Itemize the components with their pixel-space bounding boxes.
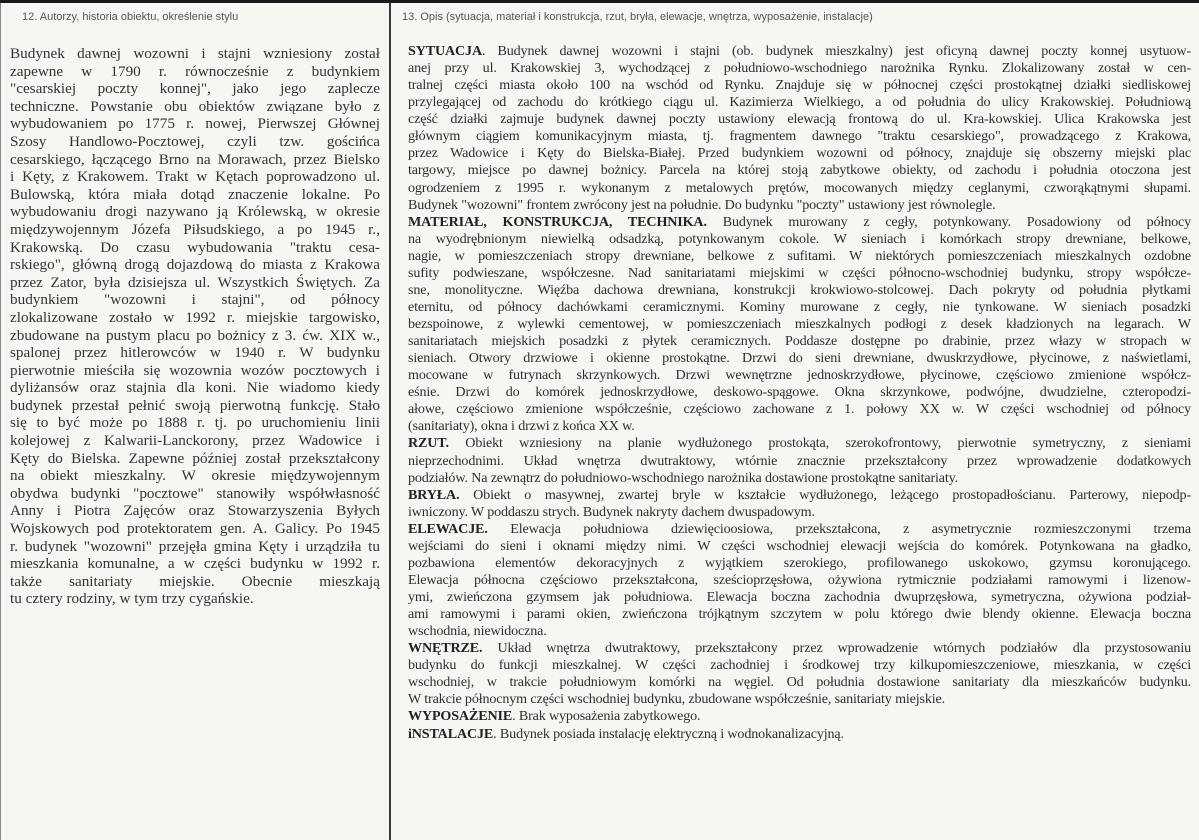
text-line: nagie, w pomieszczeniach stropy drewniane, belkowe z sufitami. W niektórych pomieszczeniach mieszkalnych ozdobne [408,247,1191,264]
section-heading: RZUT. [408,435,449,452]
text-line: budynku do funkcji mieszkalnej. W części zachodniej i środkowej trzy kilkupomieszczeniowe, mieszkania, w części [408,657,1191,674]
text-line: zlokalizowane zostało w 1992 r. miejskie targowisko, [10,308,380,326]
section-heading: WYPOSAŻENIE [408,708,513,725]
text-line: tu cztery rodziny, w tym trzy cygańskie. [10,590,254,608]
text-line: wschodnia, niewidoczna. [408,623,547,640]
text-line: Szosy Handlowo-Pocztowej, czyli tzw. gościńca [10,132,380,150]
text-line: się to być może po 1888 r. tj. po uruchomieniu linii [10,414,380,432]
text-line: Budynek "wozowni" frontem zwrócony jest na południe. Do budynku "poczty" ustawiony jest równolegle. [408,196,996,213]
text-line: eśnie. Drzwi do komórek jednoskrzydłowe, deskowo-spągowe. Okna skrzynkowe, podwójne, dwudzielne, czteropodzi- [408,384,1191,401]
text-line: głównym ciągiem komunikacyjnym miasta, tj. fragmentem dawnego "traktu cesarskiego", prowadzącego z Krakowa, [408,128,1191,145]
text-line: budynkiem "wozowni i stajni", od północy [10,291,380,309]
section-text: . Budynek dawnej wozowni i stajni (ob. budynek mieszkalny) jest oficyną dawnej poczty konnej usytuow- [481,43,1191,59]
section-first-line [408,214,1191,231]
text-line: sufity podwieszane, współczesne. Nad sanitariatami miejskimi w części północno-wschodniej budynku, stropy współcze- [408,264,1191,281]
section-heading: MATERIAŁ, KONSTRUKCJA, TECHNIKA. [408,213,707,230]
text-line: Anny i Piotra Zajęców oraz Stowarzyszenia Byłych [10,502,380,520]
text-line: wybudowaniem po 1775 r. nowej, Pierwszej Głównej [10,115,380,133]
text-line: bezspoinowe, z wylewki cementowej, w pomieszczeniach mieszkalnych podłogi z desek kładzionych na legarach. W [408,316,1191,332]
section-text: Układ wnętrza dwutraktowy, przekształcony przez wprowadzenie wtórnych podziałów dla przystosowaniu [482,640,1191,657]
text-line: Elewacja północna częściowo przekształcona, sześcioprzęsłowa, ożywiona rytmicznie podziałami ramowymi i lizenow- [408,571,1191,588]
text-line: Krakowską. Do czasu wybudowania "traktu cesa- [10,238,380,256]
text-line: także sanitariaty miejskie. Obecnie mieszkają [10,572,380,590]
section-text: Obiekt o masywnej, zwartej bryle w kształcie wydłużonego, leżącego prostopadłościanu. Parterowy, niepodp- [459,486,1191,503]
text-line: ami ramowymi i parami okien, zwieńczona trójkątnym szczytem w polu którego dwie blendy okienne. Elewacja boczna [408,606,1191,623]
section-heading: SYTUACJA [408,43,482,59]
text-line: spalonej przez hitlerowców w 1940 r. W budynku [10,344,380,362]
text-line: W trakcie północnym części wschodniej budynku, zbudowane współcześnie, sanitariaty miejskie. [408,691,945,708]
text-line: cesarskiego, łączącego Brno na Morawach, przez Bielsko [10,150,380,168]
section-heading: WNĘTRZE. [408,640,483,657]
text-line: ałowe, częściowo zmienione współcześnie, częściowo zachowane z 1. połowy XX w. W części wschodniej od północy [408,401,1191,418]
text-line: r. budynek "wozowni" przejęła gmina Kęty i urządziła tu [10,537,380,555]
text-line: zapewne w 1790 r. równocześnie z budynkiem [10,62,380,80]
text-line: ogrodzeniem z 1995 r. wykonanym z metalowych prętów, mocowanych między ceglanymi, czworąkątnymi słupami. [408,179,1191,196]
text-line: kolejowej z Kalwarii-Lanckorony, przez Wadowice i [10,432,380,450]
section-text: Budynek murowany z cegły, potynkowany. Posadowiony od północy [706,213,1191,230]
section-12-header: 12. Autorzy, historia obiektu, określenie stylu [22,11,239,23]
section-13-header: 13. Opis (sytuacja, materiał i konstrukcja, rzut, bryła, elewacje, wnętrza, wyposażenie, instalacje) [402,11,873,23]
text-line: wejściami do sieni i oknami między nimi. W części wschodniej elewacji wejścia do komórek. Potynkowana na gładko, [408,537,1191,554]
section-text: . Brak wyposażenia zabytkowego. [512,708,701,725]
text-line: sne, monolityczne. Więźba dachowa drewniana, konstrukcji krokwiowo-stolcowej. Dach pokryty od południa płytkami [408,281,1191,298]
text-line: przylegającej od zachodu do krótkiego ciągu ul. Kazimierza Wielkiego, a od południa do ulicy Krakowskiej. Południową [408,94,1191,111]
text-line: przez Wadowice i Kęty do Bielska-Białej. Przed budynkiem wozowni od północy, znajduje się obszerny miejski plac [408,145,1191,162]
text-line: Kęty do Bielska. Zapewne później został przekształcony [10,449,380,467]
text-line: "cesarskiej poczty konnej", jako jego zaplecze [10,80,380,98]
section-heading: iNSTALACJE [408,725,494,742]
text-line: (sanitariaty), okna i drzwi z końca XX w. [408,418,635,435]
section-first-line [408,708,1191,725]
text-line: zbudowane na pustym placu po bożnicy z 3. ćw. XIX w., [10,326,380,344]
text-line: wybudowaniu drogi nazywano ją Królewską, w okresie [10,203,380,221]
text-line: eternitu, od północy dachówkami ceramicznymi. Kominy murowane z cegły, nie tynkowane. W sieniach posadzki [408,298,1191,315]
text-line: Bulowską, która miała dotąd znaczenie lokalne. Po [10,185,380,203]
text-line: mocowane w futrynach skrzynkowych. Drzwi wewnętrzne jednoskrzydłowe, płycinowe, częściowo zmienione współcz- [408,367,1191,384]
section-heading: BRYŁA. [408,486,460,503]
text-line: na obiekt mieszkalny. W okresie międzywojennym [10,467,380,485]
text-line: iwniczony. W poddaszu strych. Budynek nakryty dachem dwuspadowym. [408,503,815,520]
description-text [408,43,1191,743]
text-line: budynek przestał pełnić swoją pierwotną funkcję. Stało [10,396,380,414]
section-text: Elewacja południowa dziewięcioosiowa, przekształcona, z asymetrycznie rozmieszczonymi trzema [487,520,1191,537]
text-line: tralnej części miasta około 100 na wschód od Rynku. Znajduje się w północnej części prostokątnej działki siedliskowej [408,77,1191,94]
text-line: podziałów. Na zewnątrz do południowo-wschodniego narożnika dostawione prostokątne sanitariaty. [408,469,959,486]
column-divider [389,3,391,840]
text-line: dyliżansów oraz stajnia dla koni. Nie wiadomo kiedy [10,379,380,397]
text-line: sieniach. Otwory drzwiowe i okienne prostokątne. Drzwi do sieni drewniane, dwuskrzydłowe, płycinowe, z naświetlami, [408,350,1191,367]
section-text: Obiekt wzniesiony na planie wydłużonego prostokąta, szerokofrontowy, pierwotnie symetryczny, z sieniami [448,435,1191,452]
text-line: Budynek dawnej wozowni i stajni wzniesiony został [10,45,380,62]
text-line: ymi, zwieńczona gzymsem jak południowa. Elewacja boczna zachodnia dwuprzęsłowa, symetryczna, ożywiona podział- [408,589,1191,605]
text-line: rskiego", główną drogą dojazdową do miasta z Krakowa [10,256,380,274]
section-first-line [408,487,1191,504]
section-first-line [408,521,1191,538]
text-line: i Kęty, z Krakowem. Trakt w Kętach poprowadzono ul. [10,168,380,186]
text-line: sanitariatach miejskich posadzki z płytek ceramicznych. Poddasze dostępne po drabinie, przez włazy w stropach w [408,333,1191,350]
section-first-line [408,640,1191,657]
section-text: . Budynek posiada instalację elektryczną i wodnokanalizacyjną. [493,725,844,742]
section-first-line [408,43,1191,60]
history-text [10,45,380,608]
text-line: techniczne. Powstanie obu obiektów związane było z [10,97,380,115]
text-line: pozbawiona elementów dekoracyjnych z wyjątkiem szerokiego, profilowanego uskokowo, gzymsu koronującego. [408,554,1191,571]
text-line: anej przy ul. Krakowskiej 3, wychodzącej z południowo-wschodniego narożnika Rynku. Zlokalizowany został w cen- [408,60,1191,77]
text-line: targowy, miejsce po dawnej bożnicy. Parcela na której stoją zabytkowe obiekty, od zachodu i południa otoczona jest [408,162,1191,179]
scan-top-edge [0,0,1199,3]
text-line: nieprzechodnimi. Układ wnętrza dwutraktowy, wtórnie znacznie przekształcony przez wprowadzenie dodatkowych [408,452,1191,469]
text-line: mieszkania komunalne, a w części budynku w 1992 r. [10,555,380,573]
text-line: międzywojennym Józefa Piłsudskiego, a po 1945 r., [10,220,380,238]
section-first-line [408,435,1191,452]
text-line: Wojskowych pod protektoratem gen. A. Galicy. Po 1945 [10,520,380,538]
text-line: wschodniej, w trakcie południowym komórki na węgiel. Od południa dostawione sanitariaty dla mieszkańców budynku. [408,674,1191,691]
text-line: część działki zajmuje budynek dawnej poczty ustawiony elewacją frontową do ul. Kra-kowskiej. Ulica Krakowska jest [408,111,1191,128]
text-line: przez Zator, była dzisiejsza ul. Wszystkich Świętych. Za [10,273,380,291]
text-line: pierwotnie mieściła się wozownia wozów pocztowych i [10,361,380,379]
section-first-line [408,726,1191,743]
section-heading: ELEWACJE. [408,520,488,537]
form-border [0,3,1,840]
text-line: na wyodrębnionym niewielką odsadzką, potynkowanym cokole. W sieniach i komórkach stropy drewniane, belkowe, [408,230,1191,247]
text-line: obydwa budynki "pocztowe" stanowiły współwłasność [10,484,380,502]
